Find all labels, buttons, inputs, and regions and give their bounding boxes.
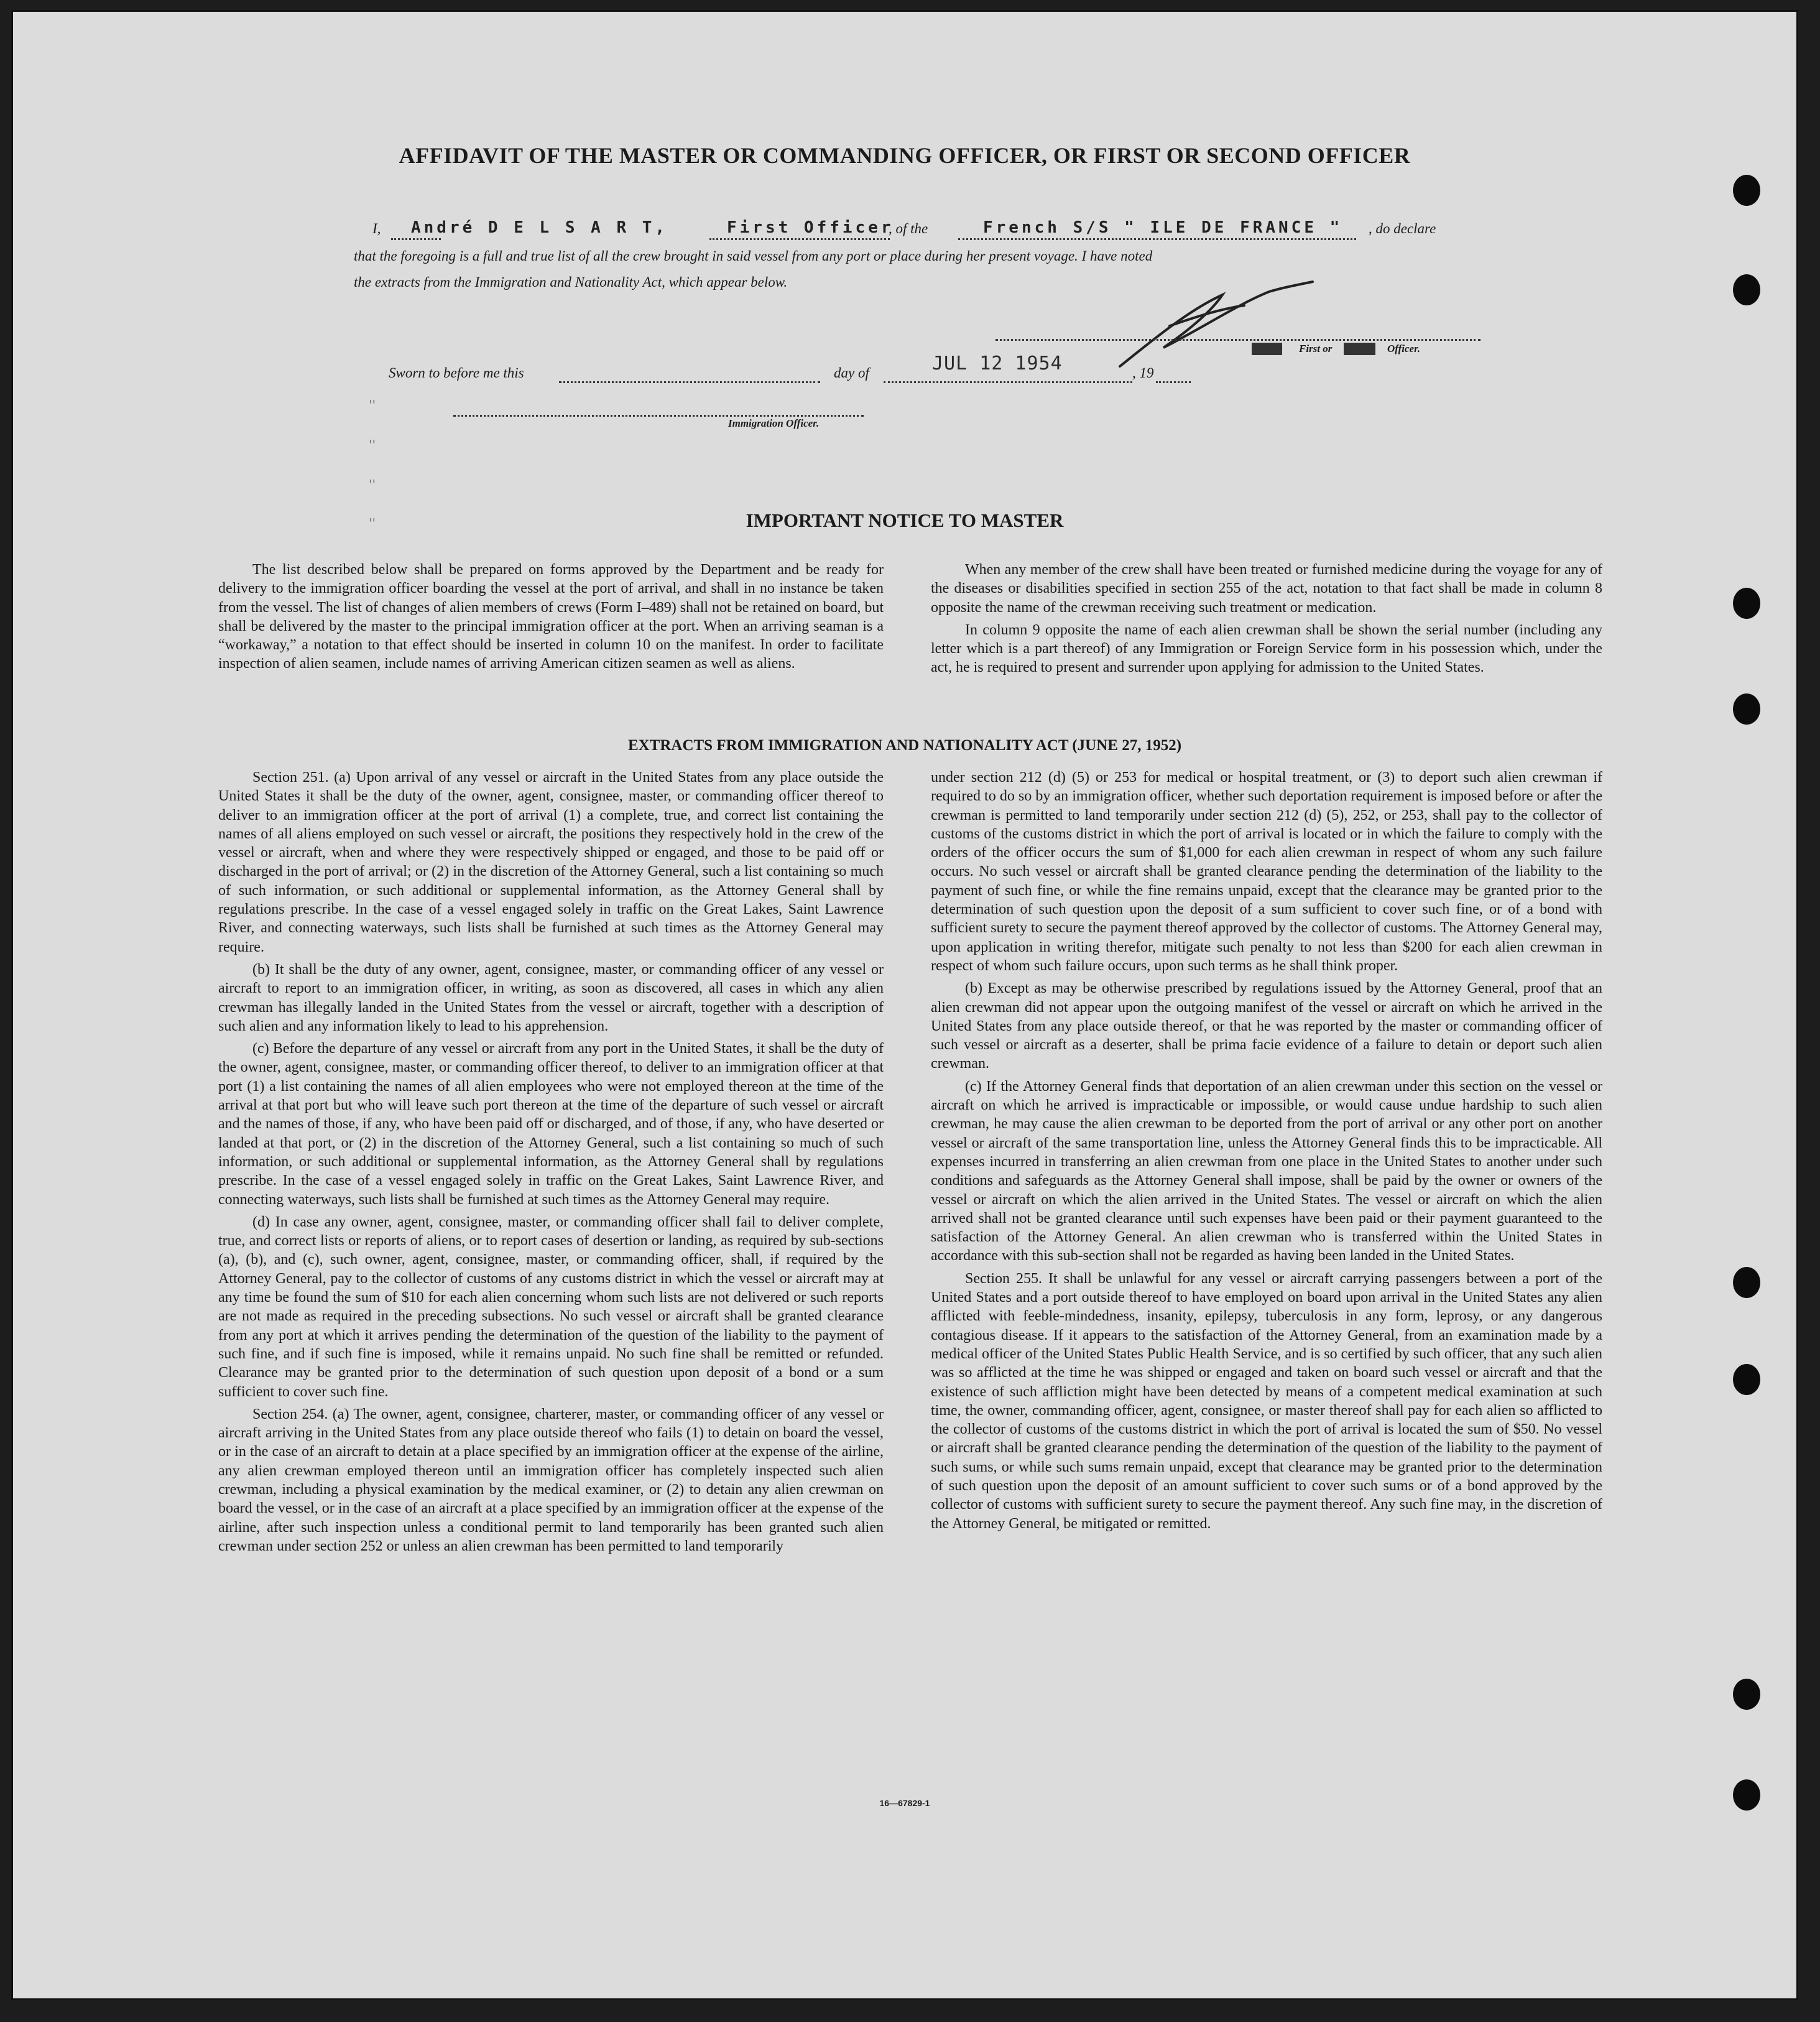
form-number: 16—67829-1: [879, 1798, 930, 1808]
affidavit-declare: , do declare: [1369, 221, 1436, 236]
fill-line: [559, 381, 820, 383]
struck-second: Second: [1344, 343, 1375, 355]
struck-master: Master: [1252, 343, 1283, 355]
document-page: [11, 10, 1798, 2000]
notice-right-column: [931, 560, 1602, 681]
fill-line: [709, 238, 890, 240]
show-through-mark: '': [369, 437, 376, 452]
fill-line: [884, 381, 1132, 383]
affidavit-title: AFFIDAVIT OF THE MASTER OR COMMANDING OFFICER, OR FIRST OR SECOND OFFICER: [399, 143, 1411, 168]
extracts-left-column: [218, 768, 884, 1559]
affidavit-prefix: I,: [372, 221, 381, 236]
notice-left-column: [218, 560, 884, 677]
date-stamp: JUL 12 1954: [932, 353, 1063, 374]
fill-line: [958, 238, 1356, 240]
affidavit-line-3: the extracts from the Immigration and Nationality Act, which appear below.: [354, 274, 788, 290]
officer-signature: [1095, 267, 1344, 379]
fill-line: [391, 238, 441, 240]
show-through-mark: '': [369, 397, 376, 412]
extract-paragraph: (c) Before the departure of any vessel or aircraft from any port in the United States, it shall be the duty of the owner, agent, consignee, master, or commanding officer thereof, to deliver to an immigration officer at that port (1) a list containing the names of all alien employees who were not employed thereon at the time of the arrival at that port but who will leave such port thereon at the time of the departure of such vessel or aircraft and the names of those, if any, who have been paid off or discharged, and of those, if any, who have deserted or landed at that port, or (2) in the discretion of the Attorney General, such a list containing so much of such information, or such additional or supplemental information, as the Attorney General shall by regulations prescribe. In the case of a vessel engaged solely in traffic on the Great Lakes, Saint Lawrence River, and connecting waterways, such lists shall be furnished at such times as the Attorney General may require.: [218, 1041, 884, 1208]
extract-paragraph: Section 254. (a) The owner, agent, consignee, charterer, master, or commanding officer of any vessel or aircraft arriving in the United States from any place outside thereof who fails (1) to detain on board the vessel, or in the case of an aircraft to detain at a place specified by an immigration officer at the expense of the airline, any alien crewman employed thereon until an immigration officer has completely inspected such alien crewman, including a physical examination by the medical examiner, or (2) to detain any alien crewman on board the vessel, or in the case of an aircraft at a place specified by an immigration officer at the expense of the airline, after such inspection unless a conditional permit to land temporarily has been granted such alien crewman under section 252 or unless an alien crewman has been permitted to land temporarily: [218, 1406, 884, 1554]
vessel-name: French S/S " ILE DE FRANCE ": [983, 218, 1343, 237]
punch-hole: [1733, 588, 1760, 619]
extract-paragraph: (b) It shall be the duty of any owner, agent, consignee, master, or commanding officer of any vessel or aircraft to report to an immigration officer, in writing, as soon as discovered, all cases in which any alien crewman has illegally landed in the United States from the vessel or aircraft, together with a description of such alien and any information likely to lead to his apprehension.: [218, 961, 884, 1034]
punch-hole: [1733, 175, 1760, 206]
immigration-officer-line: [453, 415, 864, 417]
sworn-prefix: Sworn to before me this: [389, 365, 524, 381]
punch-hole: [1733, 1679, 1760, 1710]
signature-caption-first-or: First or: [1299, 343, 1333, 355]
show-through-mark: '': [369, 477, 376, 492]
punch-hole: [1733, 1267, 1760, 1298]
signature-line: [995, 339, 1480, 341]
extracts-title: EXTRACTS FROM IMMIGRATION AND NATIONALITY ACT (JUNE 27, 1952): [627, 737, 1182, 754]
extract-paragraph: Section 255. It shall be unlawful for any vessel or aircraft carrying passengers between a port of the United States and a port outside thereof to have employed on board upon arrival in the United States any alien afflicted with feeble-mindedness, insanity, epilepsy, tuberculosis in any form, leprosy, or any dangerous contagious disease. If it appears to the satisfaction of the Attorney General, from an examination made by a medical officer of the United States Public Health Service, and is so certified by such officer, that any such alien was so afflicted at the time he was shipped or engaged and taken on board such vessel or aircraft and that the existence of such affliction might have been detected by means of a competent medical examination at such time, the owner, commanding officer, agent, consignee, or master thereof shall pay for each alien so afflicted to the collector of customs of the customs district in which the port of arrival is located the sum of $50. No vessel or aircraft shall be granted clearance pending the determination of the question of the liability to the payment of such sums, or while such sums remain unpaid, except that clearance may be granted prior to the determination of such question upon the deposit of an amount sufficient to cover such sums or of a bond approved by the collector of customs with sufficient surety to secure the payment thereof. Any such fine may, in the discretion of the Attorney General, be mitigated or remitted.: [931, 1270, 1602, 1532]
notice-paragraph: In column 9 opposite the name of each alien crewman shall be shown the serial number (including any letter which is a part thereof) of any Immigration or Foreign Service form in his possession which, under the act, he is required to present and surrender upon applying for admission to the United States.: [931, 621, 1602, 676]
extract-paragraph: under section 212 (d) (5) or 253 for medical or hospital treatment, or (3) to deport such alien crewman if required to do so by an immigration officer, whether such deportation requirement is imposed before or after the crewman is permitted to land temporarily under section 212 (d) (5), 252, or 253, shall pay to the collector of customs of the customs district in which the port of arrival is located or in which the failure to comply with the orders of the officer occurs the sum of $1,000 for each alien crewman in respect of whom any such failure occurs. No such vessel or aircraft shall be granted clearance pending the determination of the liability to the payment of such fine, or while the fine remains unpaid, except that the clearance may be granted prior to the determination of such question upon the deposit of a sum sufficient to cover such fine, or of a bond with sufficient surety to secure the payment thereof approved by the collector of customs. The Attorney General may, upon application in writing therefor, mitigate such penalty to not less than $200 for each alien crewman in respect of whom such failure occurs, upon such terms as he shall think proper.: [931, 769, 1602, 974]
affidavit-of-the: , of the: [889, 221, 928, 236]
show-through-mark: '': [369, 516, 376, 531]
signature-caption-officer: Officer.: [1387, 343, 1421, 355]
sworn-day-of: day of: [834, 365, 869, 381]
sworn-year: , 19: [1132, 365, 1154, 381]
notice-title: IMPORTANT NOTICE TO MASTER: [746, 509, 1064, 531]
fill-line: [1156, 381, 1191, 383]
extract-paragraph: (d) In case any owner, agent, consignee, master, or commanding officer shall fail to deliver complete, true, and correct lists or reports of aliens, or to report cases of desertion or landing, as required by sub-sections (a), (b), and (c), such owner, agent, consignee, master, or commanding officer, shall, if required by the Attorney General, pay to the collector of customs of any customs district in which the vessel or aircraft may at any time be found the sum of $10 for each alien concerning whom such lists are not delivered or such reports are not made as required in the preceding subsections. No such vessel or aircraft shall be granted clearance from any port at which it arrives pending the determination of the question of the liability to the payment of such fine, and if such fine is imposed, while it remains unpaid. No such fine shall be remitted or refunded. Clearance may be granted prior to the determination of such question upon deposit of a bond or a sum sufficient to cover such fine.: [218, 1213, 884, 1400]
punch-hole: [1733, 1364, 1760, 1395]
extract-paragraph: (c) If the Attorney General finds that deportation of an alien crewman under this section on the vessel or aircraft on which he arrived is impracticable or impossible, or would cause undue hardship to such alien crewman, he may cause the alien crewman to be deported from the port of arrival or any other port on another vessel or aircraft of the same transportation line, unless the Attorney General finds this to be impracticable. All expenses incurred in transferring an alien crewman from one place in the United States to another under such conditions and safeguards as the Attorney General shall impose, shall be paid by the owner or owners of the vessel or aircraft on which the alien arrived in the United States. The vessel or aircraft on which the alien arrived shall not be granted clearance until such expenses have been paid or their payment guaranteed to the satisfaction of the Attorney General. An alien crewman who is transferred within the United States in accordance with this sub-section shall not be regarded as having been landed in the United States.: [931, 1078, 1602, 1264]
punch-hole: [1733, 693, 1760, 725]
officer-rank: First Officer: [727, 218, 894, 237]
affidavit-line-2: that the foregoing is a full and true list of all the crew brought in said vessel from any port or place during her present voyage. I have noted: [354, 248, 1153, 264]
notice-paragraph: When any member of the crew shall have been treated or furnished medicine during the voyage for any of the diseases or disabilities specified in section 255 of the act, notation to that fact shall be made in column 8 opposite the name of the crewman receiving such treatment or medication.: [931, 562, 1602, 616]
extract-paragraph: Section 251. (a) Upon arrival of any vessel or aircraft in the United States from any place outside the United States it shall be the duty of the owner, agent, consignee, master, or commanding officer thereof to deliver to an immigration officer at the port of arrival (1) a complete, true, and correct list containing the names of all aliens employed on such vessel or aircraft, the positions they respectively hold in the crew of the vessel or aircraft, when and where they were respectively shipped or engaged, and those to be paid off or discharged in the port of arrival; or (2) in the discretion of the Attorney General, such a list containing so much of such information, or such additional or supplemental information, as the Attorney General shall by regulations prescribe. In the case of a vessel engaged solely in traffic on the Great Lakes, Saint Lawrence River, and connecting waterways, such lists shall be furnished at such times as the Attorney General may require.: [218, 769, 884, 955]
extract-paragraph: (b) Except as may be otherwise prescribed by regulations issued by the Attorney General, proof that an alien crewman did not appear upon the outgoing manifest of the vessel or aircraft on which he arrived in the United States from any place outside thereof, or that he was reported by the master or commanding officer of such vessel or aircraft as a deserter, shall be prima facie evidence of a failure to detain or deport such alien crewman.: [931, 980, 1602, 1072]
immigration-officer-caption: Immigration Officer.: [728, 417, 820, 429]
notice-paragraph: The list described below shall be prepared on forms approved by the Department and be ready for delivery to the immigration officer boarding the vessel at the port of arrival, and shall in no instance be taken from the vessel. The list of changes of alien members of crews (Form I–489) shall not be retained on board, but shall be delivered by the master to the principal immigration officer at the port. When an arriving seaman is a “workaway,” a notation to that effect should be inserted in column 10 on the manifest. In order to facilitate inspection of alien seamen, include names of arriving American citizen seamen as well as aliens.: [218, 562, 884, 672]
officer-name: André D E L S A R T,: [411, 218, 668, 237]
punch-hole: [1733, 274, 1760, 305]
extracts-right-column: [931, 768, 1602, 1537]
